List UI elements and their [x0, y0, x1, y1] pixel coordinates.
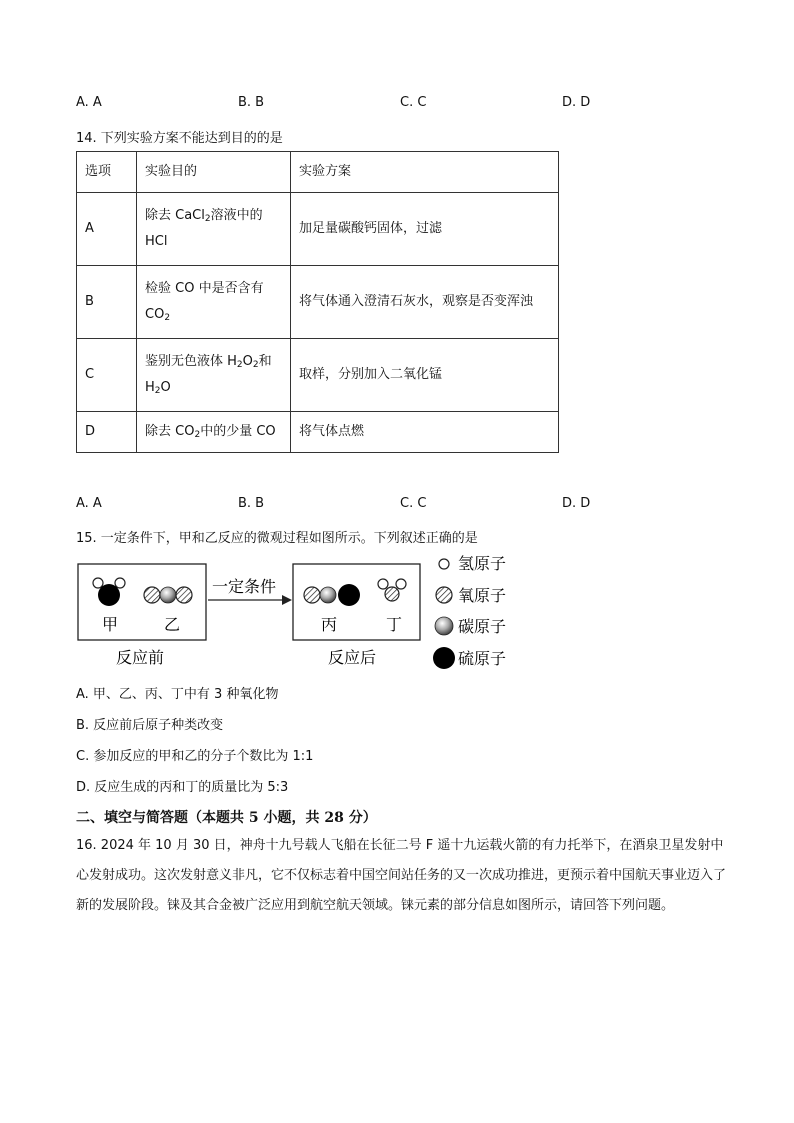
experiment-table: [76, 151, 559, 453]
oxygen-atom-icon: [436, 587, 452, 603]
q15-option-a: A. 甲、乙、丙、丁中有 3 种氧化物: [76, 687, 279, 702]
table-cell-purpose: 鉴别无色液体 $H_2O_2$和 $H_2O$: [137, 339, 291, 412]
reaction-diagram: [70, 548, 530, 673]
section-title: 二、填空与简答题（本题共 5 小题，共 28 分）: [76, 810, 377, 826]
table-cell-option: C: [77, 339, 137, 412]
table-cell-plan: 取样，分别加入二氧化锰: [291, 339, 559, 412]
table-row: [77, 266, 559, 339]
q14-option-d: D. D: [562, 496, 591, 511]
table-cell-plan: 将气体通入澄清石灰水，观察是否变浑浊: [291, 266, 559, 339]
carbon-atom-icon: [435, 617, 453, 635]
q15-option-b: B. 反应前后原子种类改变: [76, 718, 224, 733]
caption-before: 反应前: [116, 648, 165, 667]
q13-option-a: A. A: [76, 95, 102, 110]
q15-stem: 15. 一定条件下，甲和乙反应的微观过程如图所示。下列叙述正确的是: [76, 531, 478, 546]
table-header-cell: 实验方案: [291, 152, 559, 193]
table-row: [77, 193, 559, 266]
table-row: [77, 412, 559, 453]
legend-carbon: 碳原子: [458, 617, 507, 636]
table-cell-option: B: [77, 266, 137, 339]
label-yi: 乙: [164, 615, 181, 634]
q14-option-a: A. A: [76, 496, 102, 511]
table-header-cell: 选项: [77, 152, 137, 193]
table-cell-purpose: 除去 CaCl$_2$溶液中的 HCl: [137, 193, 291, 266]
table-cell-purpose: 除去 $CO_2$中的少量 CO: [137, 412, 291, 453]
table-cell-option: D: [77, 412, 137, 453]
table-cell-option: A: [77, 193, 137, 266]
arrow-icon: [208, 595, 292, 605]
hydrogen-atom-icon: [439, 559, 449, 569]
table-header-row: [77, 152, 559, 193]
molecule-yi: [144, 587, 192, 603]
table-cell-plan: 将气体点燃: [291, 412, 559, 453]
label-ding: 丁: [386, 615, 403, 634]
legend-oxygen: 氧原子: [458, 586, 507, 605]
q15-option-c: C. 参加反应的甲和乙的分子个数比为 1:1: [76, 749, 314, 764]
label-jia: 甲: [102, 615, 119, 634]
q13-option-d: D. D: [562, 95, 591, 110]
label-bing: 丙: [321, 615, 338, 634]
table-row: [77, 339, 559, 412]
legend-hydrogen: 氢原子: [458, 554, 507, 573]
table-cell-plan: 加足量碳酸钙固体，过滤: [291, 193, 559, 266]
legend-sulfur: 硫原子: [458, 649, 507, 668]
q13-option-b: B. B: [238, 95, 265, 110]
q13-option-c: C. C: [400, 95, 427, 110]
sulfur-atom-icon: [433, 647, 455, 669]
table-cell-purpose: 检验 CO 中是否含有 $CO_2$: [137, 266, 291, 339]
caption-after: 反应后: [328, 648, 377, 667]
arrow-label: 一定条件: [212, 577, 277, 596]
q14-stem: 14. 下列实验方案不能达到目的的是: [76, 131, 283, 146]
q14-option-b: B. B: [238, 496, 265, 511]
q14-option-c: C. C: [400, 496, 427, 511]
legend: [433, 554, 506, 669]
table-header-cell: 实验目的: [137, 152, 291, 193]
q15-option-d: D. 反应生成的丙和丁的质量比为 5:3: [76, 780, 289, 795]
q16-text: 16. 2024 年 10 月 30 日，神舟十九号载人飞船在长征二号 F 遥十九运载火箭的有力托举下，在酒泉卫星发射中心发射成功。这次发射意义非凡，它不仅标志着中国空间站任务的又一次成功推进，更预示着中国航天事业迈入了新的发展阶段。铼及其合金被广泛应用到航空航天领域。铼元素的部分信息如图所示，请回答下列问题。: [76, 838, 727, 913]
